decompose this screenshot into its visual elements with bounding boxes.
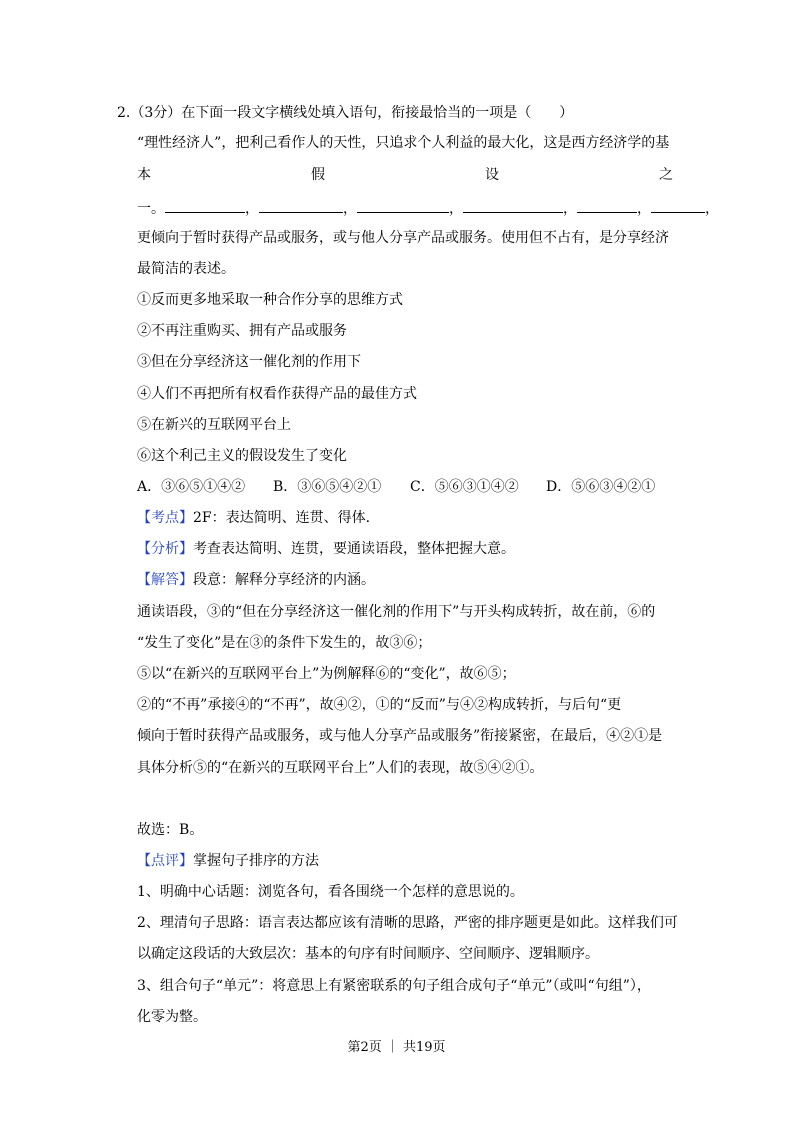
kaodian-text: 2F：表达简明、连贯、得体. — [193, 510, 371, 526]
sep: ， — [449, 201, 463, 217]
spread-char-4: 之 — [659, 167, 673, 183]
fenxi — [137, 540, 515, 558]
spread-char-1: 本 — [137, 167, 151, 183]
method-line-5: 化零为整。 — [137, 1009, 207, 1025]
analysis-line-2: “发生了变化”是在③的条件下发生的，故③⑥； — [137, 635, 432, 651]
jieda — [137, 571, 375, 589]
sep: ， — [343, 201, 357, 217]
answer: 故选：B。 — [137, 822, 204, 838]
question-header: 2.（3分）在下面一段文字横线处填入语句，衔接最恰当的一项是（ ） — [117, 105, 574, 121]
spread-char-2: 假 — [311, 167, 325, 183]
option-a: A．③⑥⑤①④② — [137, 479, 246, 495]
blank-4 — [463, 198, 563, 213]
sep: ， — [563, 201, 577, 217]
sep: ， — [637, 201, 651, 217]
item-2: ②不再注重购买、拥有产品或服务 — [137, 323, 347, 339]
analysis-line-1: 通读语段，③的“但在分享经济这一催化剂的作用下”与开头构成转折，故在前，⑥的 — [137, 604, 656, 620]
spread-char-3: 设 — [485, 167, 499, 183]
passage-line-5: 最简洁的表述。 — [137, 261, 235, 277]
passage-line-1: “理性经济人”，把利己看作人的天性，只追求个人利益的最大化，这是西方经济学的基 — [137, 135, 670, 151]
jieda-tag: 【解答】 — [137, 572, 193, 588]
passage-line-2 — [137, 166, 673, 184]
analysis-line-6: 具体分析⑤的“在新兴的互联网平台上”人们的表现，故⑤④②①。 — [137, 760, 544, 776]
method-line-4: 3、组合句子“单元”：将意思上有紧密联系的句子组合成句子“单元”（或叫“句组”）， — [137, 978, 651, 994]
kaodian-tag: 【考点】 — [137, 510, 193, 526]
item-4: ④人们不再把所有权看作获得产品的最佳方式 — [137, 386, 417, 402]
blank-3 — [357, 198, 449, 213]
sep: ， — [245, 201, 259, 217]
analysis-line-4: ②的“不再”承接④的“不再”，故④②，①的“反而”与④②构成转折，与后句“更 — [137, 697, 622, 713]
dianping-text: 掌握句子排序的方法 — [193, 853, 319, 869]
option-b: B．③⑥⑤④②① — [273, 479, 382, 495]
option-d: D．⑤⑥③④②① — [546, 479, 656, 495]
fenxi-tag: 【分析】 — [137, 541, 193, 557]
analysis-line-3: ⑤以“在新兴的互联网平台上”为例解释⑥的“变化”，故⑥⑤； — [137, 666, 516, 682]
method-line-1: 1、明确中心话题：浏览各句，看各围绕一个怎样的意思说的。 — [137, 884, 524, 900]
fenxi-text: 考查表达简明、连贯，要通读语段，整体把握大意。 — [193, 541, 515, 557]
blank-2 — [259, 198, 343, 213]
jieda-text: 段意：解释分享经济的内涵。 — [193, 572, 375, 588]
page-footer: 第2页 ｜ 共19页 — [347, 1040, 446, 1055]
analysis-line-5: 倾向于暂时获得产品或服务，或与他人分享产品或服务”衔接紧密，在最后，④②①是 — [137, 728, 663, 744]
item-6: ⑥这个利己主义的假设发生了变化 — [137, 448, 347, 464]
line3-end: ， — [705, 201, 719, 217]
item-5: ⑤在新兴的互联网平台上 — [137, 417, 291, 433]
line3-start: 一。 — [137, 201, 165, 217]
kaodian — [137, 509, 370, 527]
dianping — [137, 852, 319, 870]
item-3: ③但在分享经济这一催化剂的作用下 — [137, 354, 361, 370]
option-c: C．⑤⑥③①④② — [410, 479, 519, 495]
dianping-tag: 【点评】 — [137, 853, 193, 869]
method-line-3: 以确定这段话的大致层次：基本的句序有时间顺序、空间顺序、逻辑顺序。 — [137, 946, 599, 962]
blank-1 — [165, 198, 245, 213]
passage-line-4: 更倾向于暂时获得产品或服务，或与他人分享产品或服务。使用但不占有，是分享经济 — [137, 230, 669, 246]
blank-5 — [577, 198, 637, 213]
blank-6 — [651, 198, 705, 213]
passage-line-3 — [137, 198, 719, 218]
method-line-2: 2、理清句子思路：语言表达都应该有清晰的思路，严密的排序题更是如此。这样我们可 — [137, 915, 678, 931]
item-1: ①反而更多地采取一种合作分享的思维方式 — [137, 292, 403, 308]
